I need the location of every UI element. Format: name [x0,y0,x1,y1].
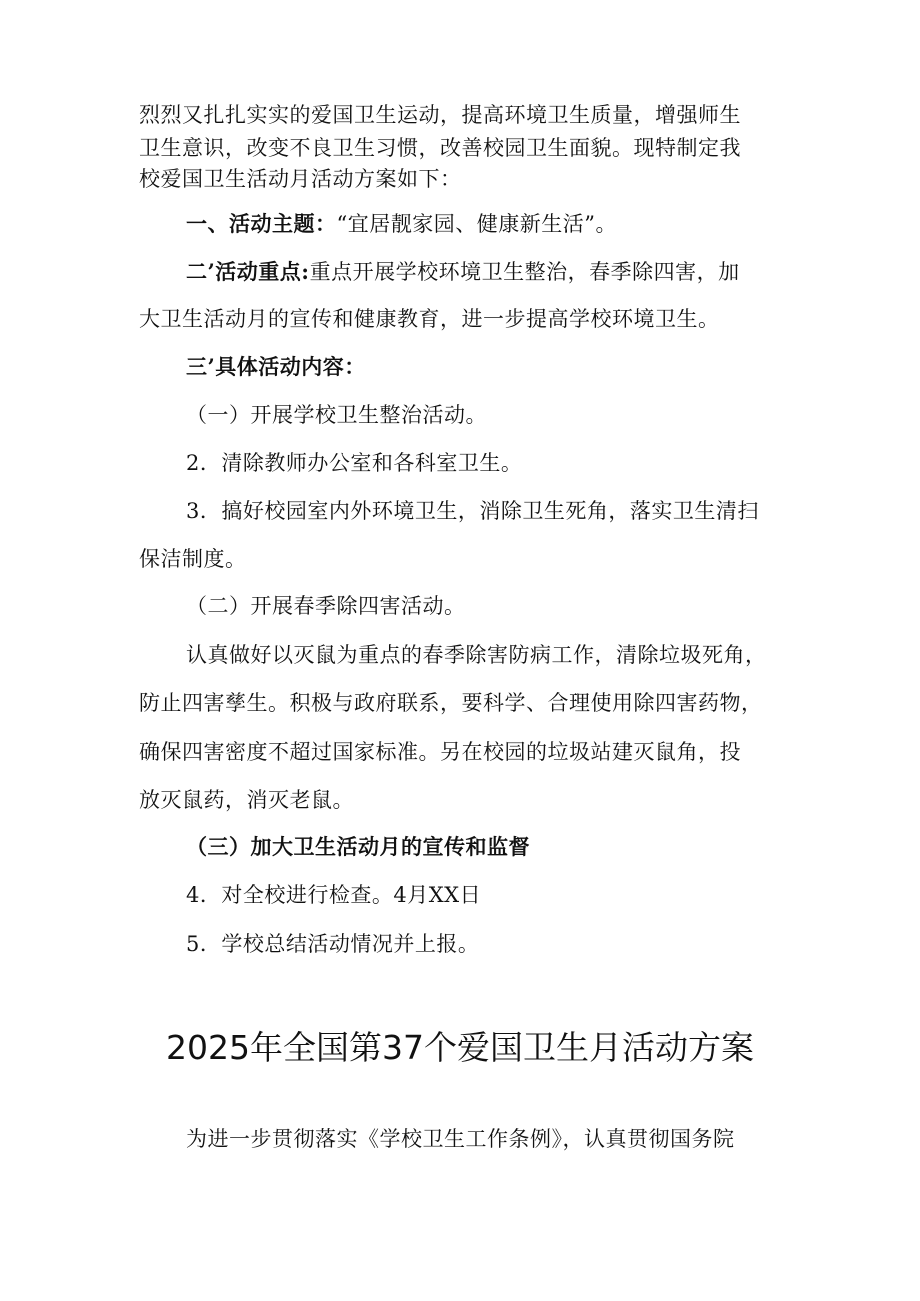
subsection-2: （二）开展春季除四害活动。 [186,594,466,618]
section-2-label: 二’活动重点: [186,259,310,284]
section-1-label: 一、活动主题： [186,211,337,236]
rat-line-2: 防止四害孳生。积极与政府联系，要科学、合理使用除四害药物， [139,691,763,715]
document-title: 2025年全国第37个爱国卫生月活动方案 [166,1028,754,1067]
section-1 [186,209,617,239]
section-3-label: 三’具体活动内容： [186,354,366,379]
rat-line-4: 放灭鼠药，消灭老鼠。 [139,788,354,812]
item-3-line-1: 3．搞好校园室内外环境卫生，消除卫生死角，落实卫生清扫 [186,499,759,523]
intro-line-1: 烈烈又扎扎实实的爱国卫生运动，提高环境卫生质量，增强师生 [139,103,741,127]
intro-line-3: 校爱国卫生活动月活动方案如下： [139,167,462,191]
next-paragraph-line-1: 为进一步贯彻落实《学校卫生工作条例》，认真贯彻国务院 [186,1127,735,1151]
rat-line-1: 认真做好以灭鼠为重点的春季除害防病工作，清除垃圾死角， [186,643,767,667]
item-3-line-2: 保洁制度。 [139,547,247,571]
item-2: 2．清除教师办公室和各科室卫生。 [186,451,523,475]
subsection-1: （一）开展学校卫生整治活动。 [186,403,487,427]
rat-line-3: 确保四害密度不超过国家标准。另在校园的垃圾站建灭鼠角，投 [139,740,741,764]
section-2-line-2: 大卫生活动月的宣传和健康教育，进一步提高学校环境卫生。 [139,307,720,331]
item-5: 5．学校总结活动情况并上报。 [186,932,480,956]
intro-line-2: 卫生意识，改变不良卫生习惯，改善校园卫生面貌。现特制定我 [139,136,741,160]
section-2-text-1: 重点开展学校环境卫生整治，春季除四害，加 [309,260,740,284]
section-1-text: “宜居靓家园、健康新生活”。 [336,212,617,236]
item-4: 4．对全校进行检查。4月XX日 [186,883,482,907]
subsection-3: （三）加大卫生活动月的宣传和监督 [186,834,530,859]
section-2-line-1 [186,257,740,287]
